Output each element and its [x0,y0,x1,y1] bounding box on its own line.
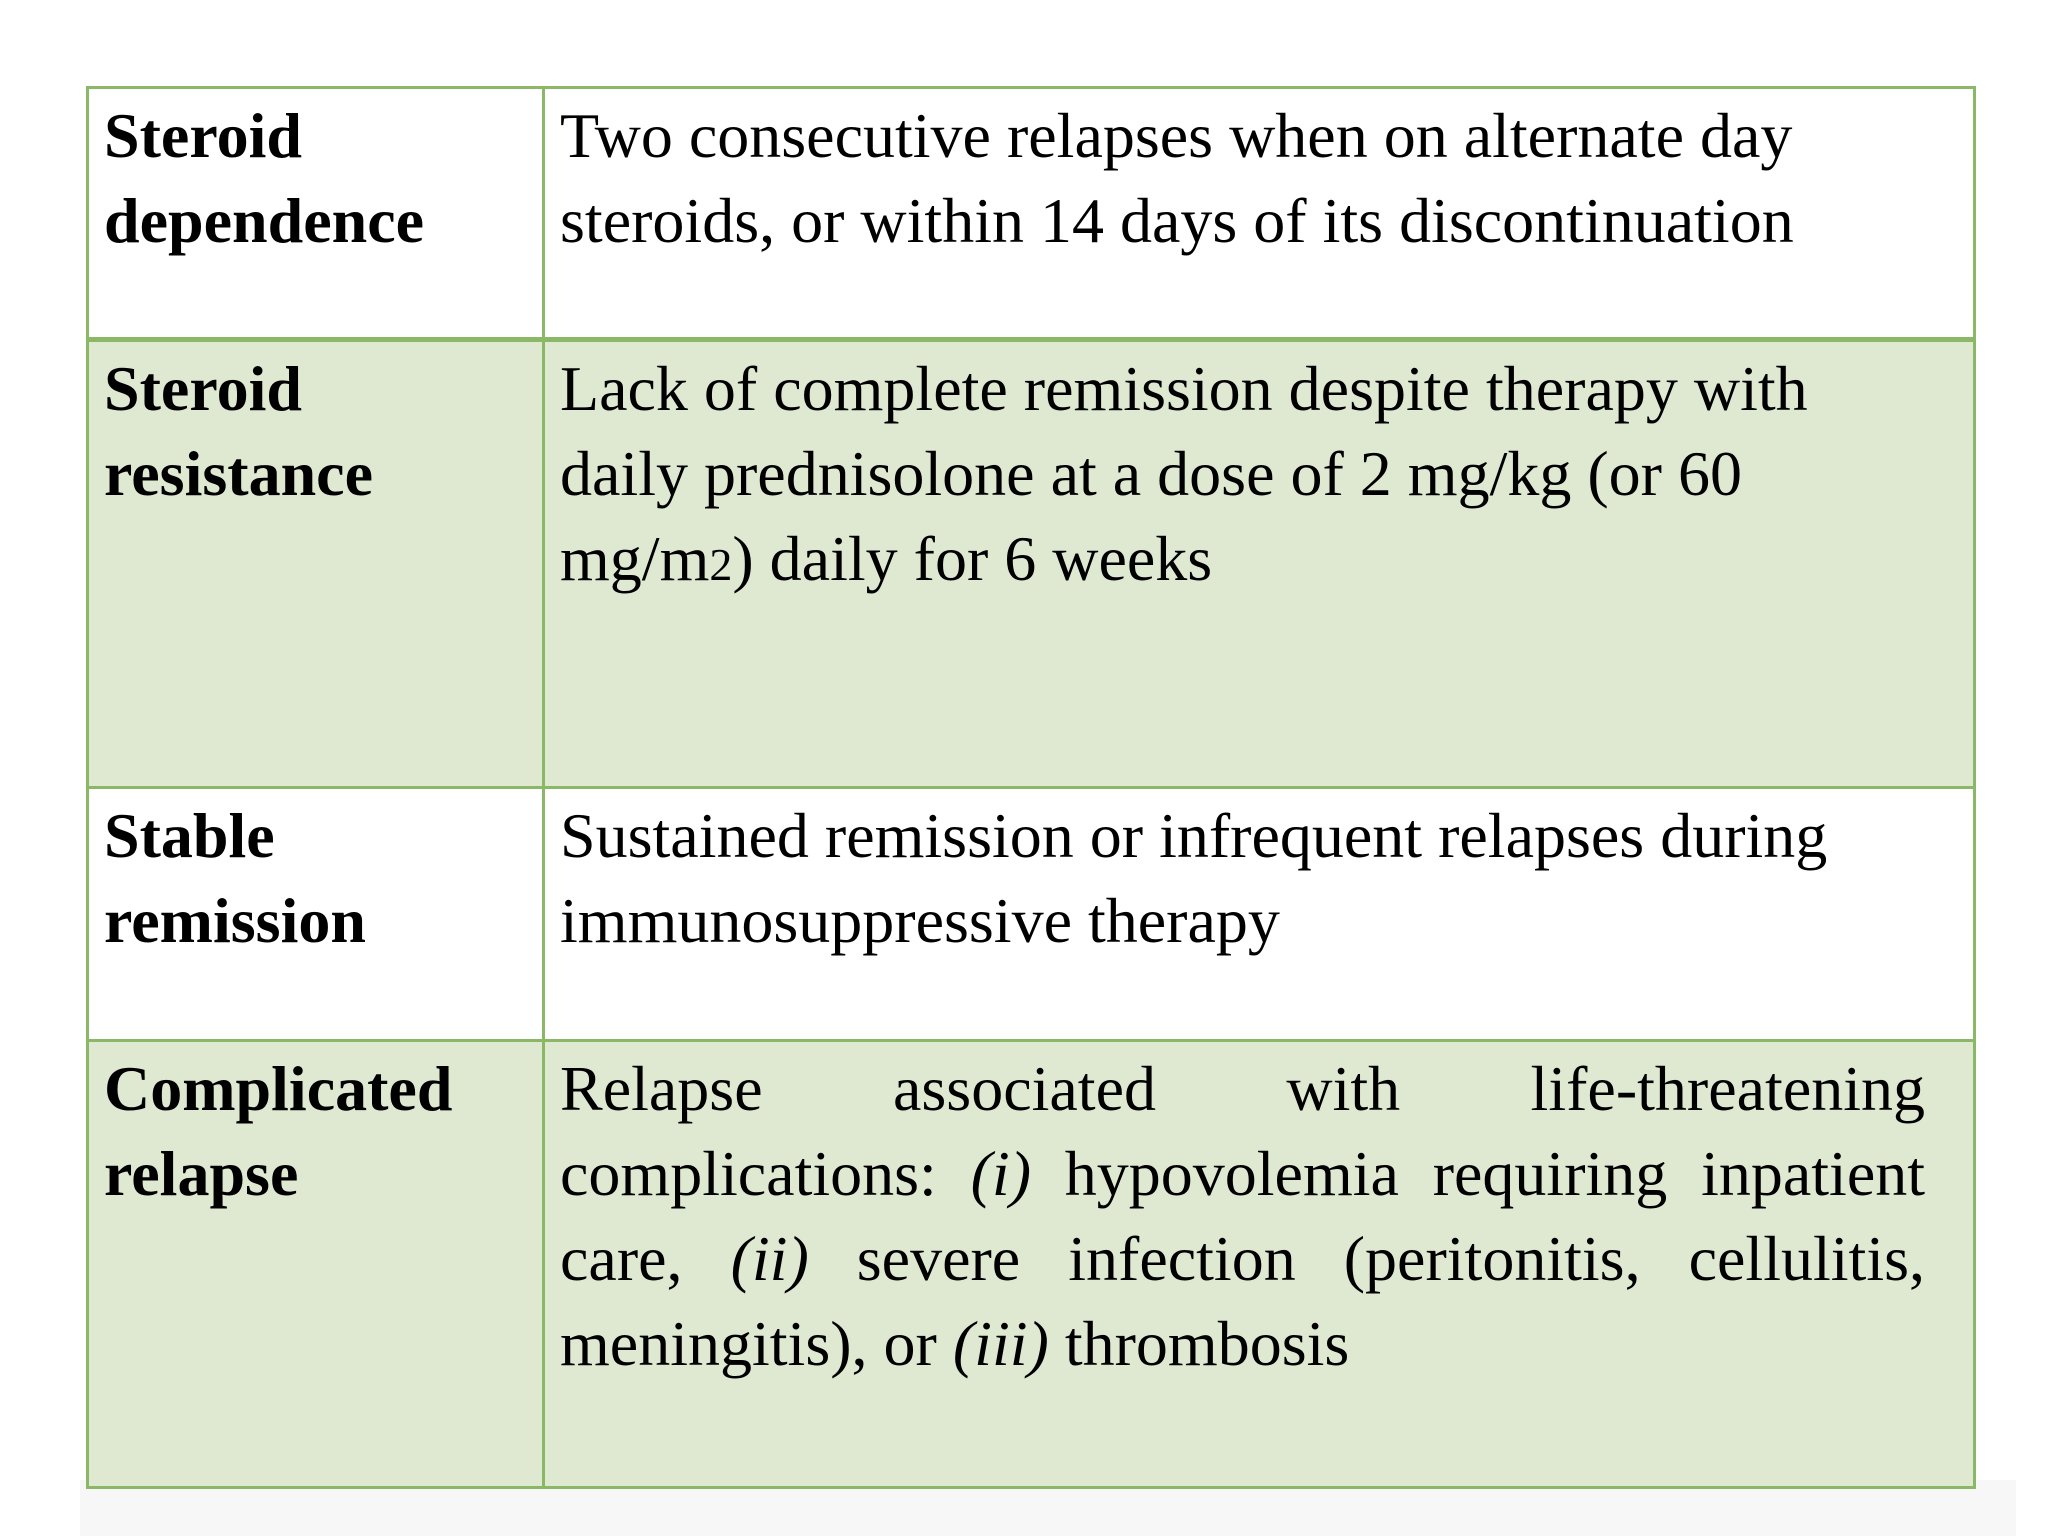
term-cell [88,340,544,788]
table-row [88,340,1975,788]
term-steroid-dependence: Steroid dependence [104,100,424,256]
term-complicated-relapse: Complicated relapse [104,1053,453,1209]
superscript-text: 2 [709,539,733,590]
definitions-table [86,86,1976,1489]
description-complicated-relapse [560,1046,1925,1386]
description-stable-remission: Sustained remission or infrequent relapses during immunosuppressive therapy [560,800,1828,956]
description-cell [544,340,1975,788]
description-cell [544,88,1975,340]
description-steroid-dependence: Two consecutive relapses when on alternate day steroids, or within 14 days of its discontinuation [560,100,1794,256]
description-text: Lack of complete remission despite therapy with daily prednisolone at a dose of 2 mg/kg (or 60 mg/m [560,353,1808,594]
description-text: thrombosis [1048,1308,1350,1379]
table-row [88,788,1975,1041]
term-stable-remission: Stable remission [104,800,366,956]
enumeration-label: (ii) [730,1223,809,1294]
description-cell [544,788,1975,1041]
term-cell [88,788,544,1041]
description-text: ) daily for 6 weeks [732,523,1213,594]
table-row [88,88,1975,340]
description-text: hypovolemia requiring inpatient care, [560,1138,1926,1294]
description-cell [544,1041,1975,1488]
description-text: Relapse associated with life-threatening complications: [560,1053,1925,1209]
enumeration-label: (i) [970,1138,1031,1209]
enumeration-label: (iii) [952,1308,1049,1379]
term-cell [88,88,544,340]
term-cell [88,1041,544,1488]
term-steroid-resistance: Steroid resistance [104,353,373,509]
table-row [88,1041,1975,1488]
description-text: severe infection (peritonitis, cellulitis, meningitis), or [560,1223,1926,1379]
description-steroid-resistance [560,346,1925,607]
